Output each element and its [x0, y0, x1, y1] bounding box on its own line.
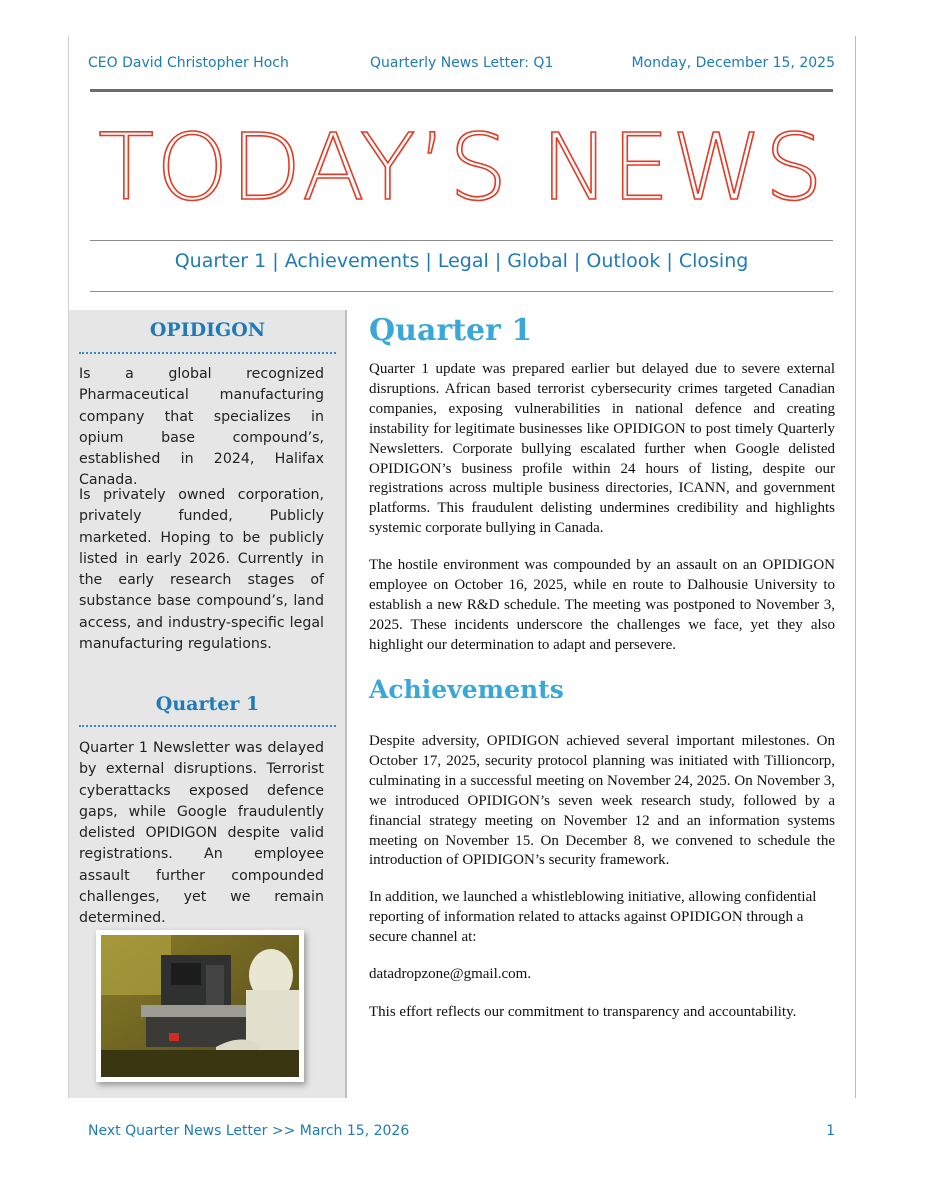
nav-top-divider: [90, 240, 833, 241]
sidebar-dotted-divider: [79, 725, 336, 727]
achievements-paragraph-1: Despite adversity, OPIDIGON achieved several important milestones. On October 17, 2025, security protocol planning was initiated with Tillioncorp, culminating in a successful meeting on November 24, 2025. On November 3, we introduced OPIDIGON’s seven week research study, followed by a financial strategy meeting on November 12 and an information systems meeting on November 15. On December 8, we convened to schedule the introduction of OPIDIGON’s security framework.: [369, 733, 835, 869]
sidebar-quarter-title: Quarter 1: [155, 693, 260, 715]
nav-item-closing[interactable]: Closing: [678, 250, 749, 272]
page-margin-line-right: [855, 36, 856, 1098]
quarter-1-paragraph-2: The hostile environment was compounded by an assault on an OPIDIGON employee on October 16, 2025, while en route to Dalhousie University to establish a new R&D schedule. The meeting was postponed to November 3, 2025. These incidents underscore the challenges we face, yet they also highlight our determination to adapt and persevere.: [369, 557, 835, 653]
nav-bottom-divider: [90, 291, 833, 292]
section-heading-achievements: Achievements: [369, 675, 564, 704]
header-date: Monday, December 15, 2025: [631, 55, 835, 71]
nav-item-quarter-1[interactable]: Quarter 1: [174, 250, 267, 272]
sidebar-about-paragraph-1: Is a global recognized Pharmaceutical manufacturing company that specializes in opium base compound’s, established in 2024, Halifax Canada.: [79, 366, 324, 489]
footer-next-issue: Next Quarter News Letter >> March 15, 2026: [88, 1123, 410, 1139]
nav-separator: |: [488, 250, 508, 272]
sidebar-dotted-divider: [79, 352, 336, 354]
header-issue: Quarterly News Letter: Q1: [370, 55, 554, 71]
whistleblowing-email[interactable]: datadropzone@gmail.com.: [369, 966, 532, 982]
nav-item-achievements[interactable]: Achievements: [284, 250, 420, 272]
lab-photo-frame: [96, 930, 304, 1082]
header-divider: [90, 89, 833, 92]
nav-separator: |: [266, 250, 285, 272]
sidebar-about-paragraph-2: Is privately owned corporation, privately funded, Publicly marketed. Hoping to be publicly listed in early 2026. Currently in the early research stages of substance base compound’s, land access, and industry-specific legal manufacturing regulations.: [79, 487, 324, 653]
sidebar-company-title: OPIDIGON: [149, 319, 266, 341]
section-nav: [90, 250, 833, 272]
lab-photo-illustration: [101, 935, 299, 1077]
nav-item-legal[interactable]: Legal: [437, 250, 489, 272]
achievements-paragraph-2: In addition, we launched a whistleblowing initiative, allowing confidential reporting of information related to attacks against OPIDIGON through a secure channel at:: [369, 889, 817, 945]
quarter-1-paragraph-1: Quarter 1 update was prepared earlier but delayed due to severe external disruptions. African based terrorist cybersecurity crimes targeted Canadian companies, exposing vulnerabilities in national defence and creating instability for legitimate businesses like OPIDIGON to post timely Quarterly Newsletters. Corporate bullying escalated further when Google delisted OPIDIGON’s business profile within 24 hours of listing, despite our registrations across multiple business directories, ICANN, and government platforms. This fraudulent delisting undermines credibility and highlights systemic corporate bullying in Canada.: [369, 361, 835, 537]
nav-separator: |: [419, 250, 438, 272]
achievements-paragraph-3: This effort reflects our commitment to transparency and accountability.: [369, 1004, 797, 1020]
nav-separator: |: [660, 250, 679, 272]
sidebar-border: [345, 310, 347, 1098]
lab-photo: [101, 935, 299, 1077]
section-heading-quarter-1: Quarter 1: [369, 313, 533, 348]
sidebar-quarter-summary: Quarter 1 Newsletter was delayed by external disruptions. Terrorist cyberattacks exposed defence gaps, while Google fraudulently delisted OPIDIGON despite valid registrations. An employee assault further compounded challenges, yet we remain determined.: [79, 740, 324, 927]
nav-item-global[interactable]: Global: [507, 250, 568, 272]
masthead-title: TODAY’S NEWS: [97, 114, 826, 221]
header-ceo: CEO David Christopher Hoch: [88, 55, 289, 71]
nav-separator: |: [567, 250, 587, 272]
nav-item-outlook[interactable]: Outlook: [586, 250, 661, 272]
footer-page-number: 1: [826, 1123, 835, 1139]
